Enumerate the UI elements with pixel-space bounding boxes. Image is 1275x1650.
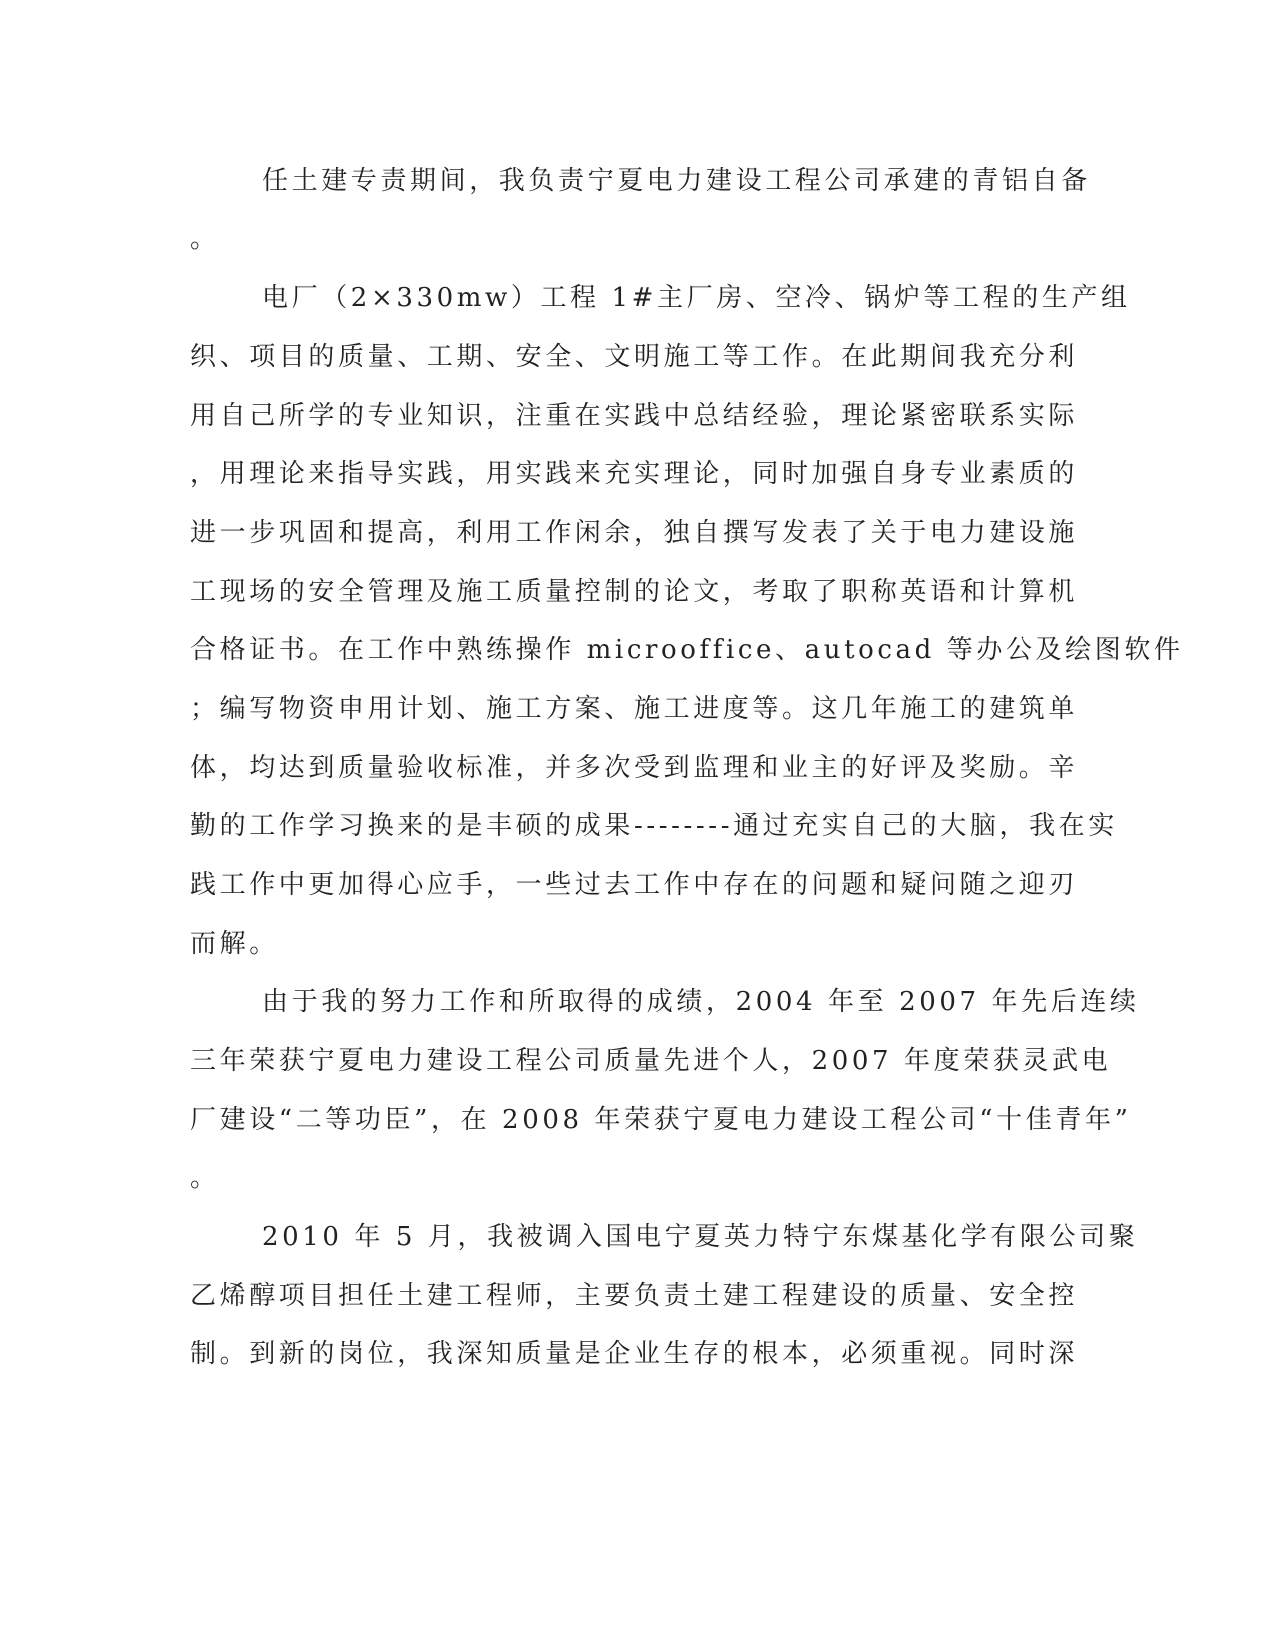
paragraph-line: 践工作中更加得心应手，一些过去工作中存在的问题和疑问随之迎刃 — [190, 870, 1079, 900]
paragraph-line: 。 — [190, 224, 220, 254]
paragraph-line: 进一步巩固和提高，利用工作闲余，独自撰写发表了关于电力建设施 — [190, 518, 1079, 548]
paragraph-line: 乙烯醇项目担任土建工程师，主要负责土建工程建设的质量、安全控 — [190, 1281, 1079, 1311]
paragraph-line: 工现场的安全管理及施工质量控制的论文，考取了职称英语和计算机 — [190, 577, 1079, 607]
paragraph-line: 织、项目的质量、工期、安全、文明施工等工作。在此期间我充分利 — [190, 342, 1079, 372]
paragraph-line: 由于我的努力工作和所取得的成绩，2004 年至 2007 年先后连续 — [262, 987, 1140, 1017]
paragraph-line: 厂建设“二等功臣”，在 2008 年荣获宁夏电力建设工程公司“十佳青年” — [190, 1105, 1132, 1135]
paragraph-line: 制。到新的岗位，我深知质量是企业生存的根本，必须重视。同时深 — [190, 1339, 1079, 1369]
paragraph-line: 勤的工作学习换来的是丰硕的成果--------通过充实自己的大脑，我在实 — [190, 811, 1118, 841]
paragraph-line: 体，均达到质量验收标准，并多次受到监理和业主的好评及奖励。辛 — [190, 753, 1079, 783]
paragraph-line: 。 — [190, 1163, 220, 1193]
paragraph-line: ，用理论来指导实践，用实践来充实理论，同时加强自身专业素质的 — [190, 459, 1079, 489]
paragraph-line: 2010 年 5 月，我被调入国电宁夏英力特宁东煤基化学有限公司聚 — [262, 1222, 1139, 1252]
paragraph-line: 而解。 — [190, 929, 279, 959]
paragraph-line: ；编写物资申用计划、施工方案、施工进度等。这几年施工的建筑单 — [190, 694, 1079, 724]
paragraph-line: 三年荣获宁夏电力建设工程公司质量先进个人，2007 年度荣获灵武电 — [190, 1046, 1112, 1076]
paragraph-line: 合格证书。在工作中熟练操作 microoffice、autocad 等办公及绘图软件 — [190, 635, 1184, 665]
paragraph-line: 用自己所学的专业知识，注重在实践中总结经验，理论紧密联系实际 — [190, 401, 1079, 431]
paragraph-line: 任土建专责期间，我负责宁夏电力建设工程公司承建的青铝自备 — [262, 166, 1091, 196]
paragraph-line: 电厂（2×330mw）工程 1#主厂房、空冷、锅炉等工程的生产组 — [262, 283, 1131, 313]
